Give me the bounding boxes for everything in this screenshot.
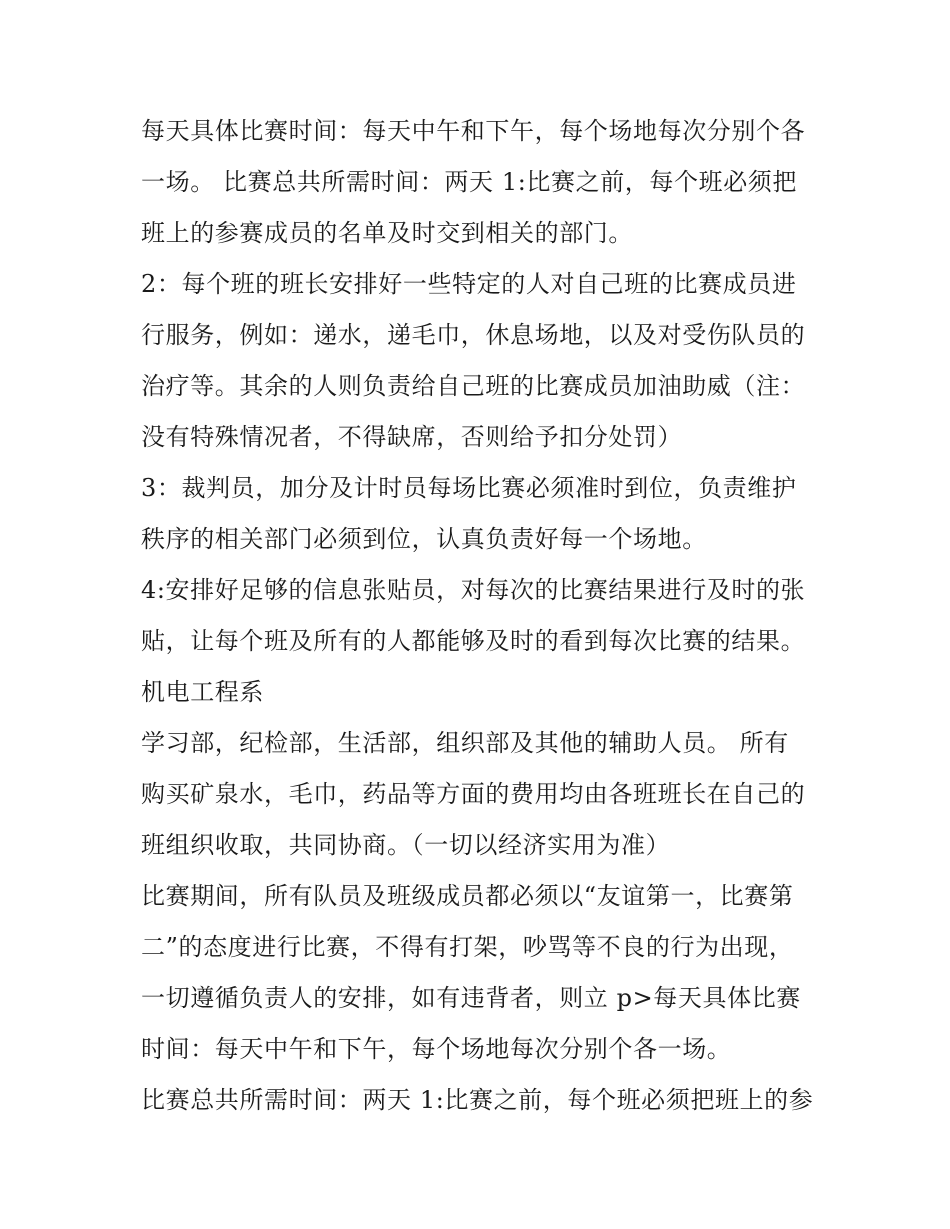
document-body bbox=[141, 106, 831, 1126]
text-line: 班上的参赛成员的名单及时交到相关的部门。 bbox=[141, 219, 633, 247]
text-line: 比赛总共所需时间：两天 1:比赛之前，每个班必须把班上的参 bbox=[141, 1086, 814, 1114]
text-line: 治疗等。其余的人则负责给自己班的比赛成员加油助威（注： bbox=[141, 372, 806, 400]
text-line: 一场。 比赛总共所需时间：两天 1:比赛之前，每个班必须把 bbox=[141, 168, 798, 196]
text-line: 学习部，纪检部，生活部，组织部及其他的辅助人员。 所有 bbox=[141, 729, 789, 757]
text-line: 2：每个班的班长安排好一些特定的人对自己班的比赛成员进 bbox=[141, 270, 797, 298]
text-line: 每天具体比赛时间：每天中午和下午，每个场地每次分别个各 bbox=[141, 117, 806, 145]
text-line: 4:安排好足够的信息张贴员，对每次的比赛结果进行及时的张 bbox=[141, 576, 806, 604]
text-line: 3：裁判员，加分及计时员每场比赛必须准时到位，负责维护 bbox=[141, 474, 797, 502]
text-line: 秩序的相关部门必须到位，认真负责好每一个场地。 bbox=[141, 525, 707, 553]
text-line: 购买矿泉水，毛巾，药品等方面的费用均由各班班长在自己的 bbox=[141, 780, 806, 808]
text-line: 班组织收取，共同协商。（一切以经济实用为准） bbox=[141, 831, 671, 859]
text-line: 一切遵循负责人的安排，如有违背者，则立 p>每天具体比赛 bbox=[141, 984, 801, 1012]
text-line: 没有特殊情况者，不得缺席，否则给予扣分处罚） bbox=[141, 423, 683, 451]
section-heading: 机电工程系 bbox=[141, 678, 264, 706]
text-line: 比赛期间，所有队员及班级成员都必须以“友谊第一，比赛第 bbox=[141, 882, 794, 910]
text-line: 贴，让每个班及所有的人都能够及时的看到每次比赛的结果。 bbox=[141, 627, 806, 655]
text-line: 时间：每天中午和下午，每个场地每次分别个各一场。 bbox=[141, 1035, 732, 1063]
text-line: 二”的态度进行比赛，不得有打架，吵骂等不良的行为出现， bbox=[141, 933, 794, 961]
text-line: 行服务，例如：递水，递毛巾，休息场地，以及对受伤队员的 bbox=[141, 321, 806, 349]
